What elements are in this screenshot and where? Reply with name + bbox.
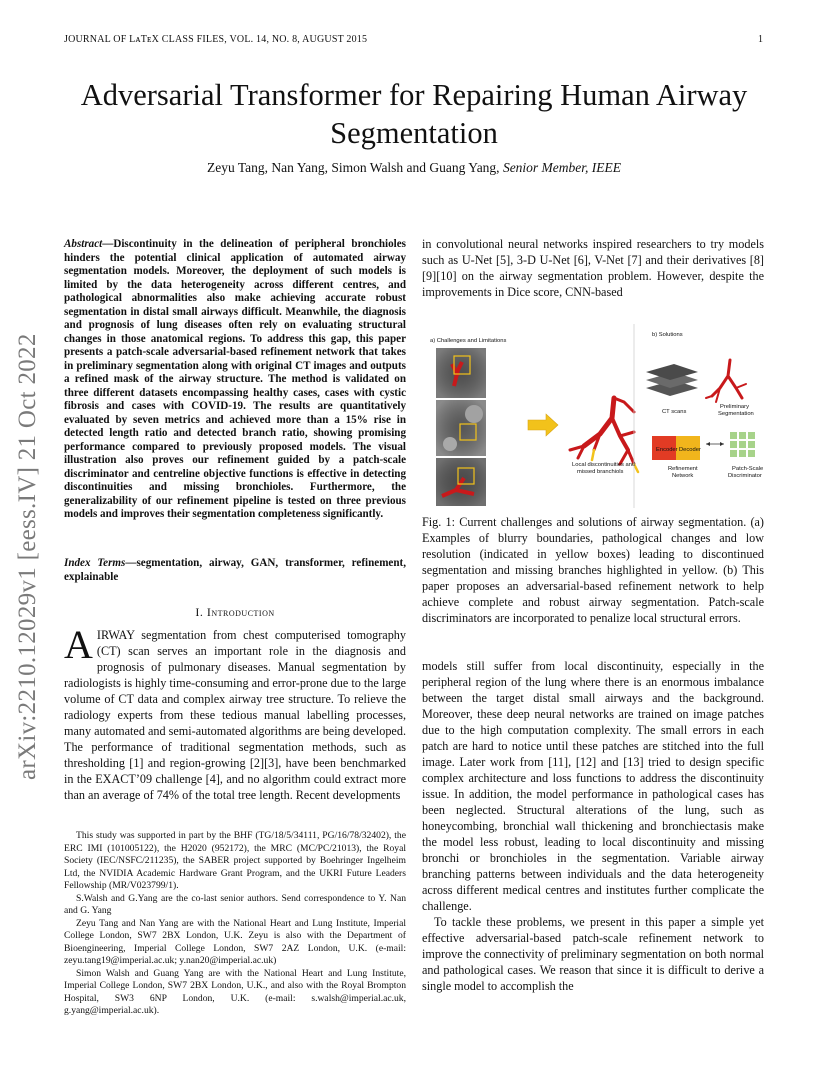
decoder-label: Decoder bbox=[679, 447, 701, 453]
discriminator-label: Discriminator bbox=[728, 473, 762, 479]
ct-scans-label: CT scans bbox=[662, 409, 687, 415]
airway-tree bbox=[570, 398, 638, 472]
preliminary-segmentation-tree bbox=[706, 360, 746, 402]
index-terms-lead: Index Terms bbox=[64, 557, 126, 569]
footnotes bbox=[64, 830, 406, 1018]
footnote-affiliation-1: Zeyu Tang and Nan Yang are with the National Heart and Lung Institute, Imperial College London, SW7 2BX London, U.K. Zeyu is also with the Department of Bioengineering, Imperial College London, SW7 2AZ London, U.K. (e-mail: zeyu.tang19@imperial.ac.uk; y.nan20@imperial.ac.uk) bbox=[64, 917, 406, 966]
author-membership: Senior Member, IEEE bbox=[502, 160, 622, 175]
ct-example-2 bbox=[436, 400, 486, 456]
figure-caption: Fig. 1: Current challenges and solutions of airway segmentation. (a) Examples of blurry boundaries, pathological changes and low resolution (indicated in yellow boxes) leading to discontinued segmentation and missing branches highlighted in yellow. (b) This paper proposes an adversarial-based refinement network to help achieve complete and robust airway segmentation. Patch-scale discriminators are incorporated to penalize local structural errors. bbox=[422, 515, 764, 625]
body-paragraph-2: To tackle these problems, we present in this paper a simple yet effective adversarial-based patch-scale refinement network to improve the connectivity of preliminary segmentation on both normal and pathological cases. We reason that since it is difficult to derive a single model to accomplish the bbox=[422, 915, 764, 993]
ct-example-1 bbox=[436, 348, 486, 398]
encoder-label: Encoder bbox=[656, 447, 678, 453]
drop-cap: A bbox=[64, 622, 93, 667]
ct-scan-stack bbox=[646, 364, 698, 396]
index-terms-text: —segmentation, airway, GAN, transformer, refinement, explainable bbox=[64, 557, 406, 583]
introduction-paragraph bbox=[64, 622, 406, 803]
section-title: Introduction bbox=[206, 605, 275, 619]
arrow-head-right bbox=[720, 442, 724, 446]
local-discontinuity-label: Local discontinuities and bbox=[572, 462, 636, 468]
segmentation-label: Segmentation bbox=[718, 411, 754, 417]
abstract bbox=[64, 238, 406, 522]
section-heading bbox=[64, 604, 406, 620]
preliminary-label: Preliminary bbox=[720, 404, 749, 410]
patch-scale-label: Patch-Scale bbox=[732, 466, 764, 472]
footnote-funding: This study was supported in part by the BHF (TG/18/5/34111, PG/16/78/32402), the ERC IMI (101005122), the H2020 (952172), the MRC (MC/PC/21013), the Royal Society (IEC/NSFC/211235), the SABER project supported by Boehringer Ingelheim Ltd, the NVIDIA Academic Hardware Grant Program, and the UKRI Future Leaders Fellowship (MR/V023799/1). bbox=[64, 830, 406, 891]
page-number: 1 bbox=[758, 34, 763, 45]
ct-example-3 bbox=[436, 458, 486, 506]
arxiv-side-stamp bbox=[14, 290, 54, 780]
panel-a-label: a) Challenges and Limitations bbox=[430, 338, 507, 344]
paper-title: Adversarial Transformer for Repairing Human Airway Segmentation bbox=[80, 78, 748, 150]
patch-discriminator-grid bbox=[730, 432, 755, 457]
refinement-label: Refinement bbox=[668, 466, 698, 472]
figure-1 bbox=[424, 318, 764, 512]
index-terms bbox=[64, 557, 406, 584]
footnote-affiliation-2: Simon Walsh and Guang Yang are with the National Heart and Lung Institute, Imperial College London, SW7 2BX London, U.K., and also with the Royal Brompton Hospital, SW3 6NP London, U.K. (e-mail: s.walsh@imperial.ac.uk, g.yang@imperial.ac.uk). bbox=[64, 967, 406, 1016]
arrow-head-left bbox=[706, 442, 710, 446]
section-number: I. bbox=[195, 605, 204, 619]
arxiv-id: arXiv:2210.12029v1 [eess.IV] 21 Oct 2022 bbox=[14, 333, 41, 780]
network-label: Network bbox=[672, 473, 694, 479]
missed-branches-label: missed branchiols bbox=[577, 469, 624, 475]
right-arrow-icon bbox=[528, 414, 558, 436]
right-column-top-text: in convolutional neural networks inspired researchers to try models such as U-Net [5], 3-D U-Net [6], V-Net [7] and their derivatives [8][9][10] on the airway segmentation problem. However, despite the improvements in Dice score, CNN-based bbox=[422, 237, 764, 299]
body-paragraph-1: models still suffer from local discontinuity, especially in the peripheral region of the lung where there is an enormous imbalance between the target distal small airways and the background. Moreover, these deep neural networks are trained on image patches due to the high computation complexity. The small errors in each patch are hard to notice until these patches are stitched into the full image. Later work from [11], [12] and [13] tried to design specific complex architecture and loss functions to address the discontinuity issue. In addition, the model performance in pathological cases has been neglected. Structural alterations of the lung, such as honeycombing, bronchial wall thickening and bronchiectasis make the model less robust, leading to local discontinuity and missing bronchi or bronchioles in the segmentation. Variable airway branching patterns between individuals and the data heterogeneity across different medical centres and institutes further complicate the challenge. bbox=[422, 659, 764, 913]
introduction-text: IRWAY segmentation from chest computerised tomography (CT) scan serves an important role in the diagnosis and prognosis of pulmonary diseases. Manual segmentation by radiologists is highly time-consuming and error-prone due to the large volume of CT data and complex airway tree structure. To relieve the radiology experts from these tedious manual labelling processes, many automated and semi-automated algorithms are being developed. The performance of traditional segmentation methods, such as thresholding [1] and region-growing [2][3], have been benchmarked in the EXACT’09 challenge [4], and no algorithm could extract more than an average of 74% of the total tree length. Recent developments bbox=[64, 628, 406, 802]
author-list bbox=[60, 160, 768, 176]
abstract-lead: Abstract bbox=[64, 238, 103, 250]
refinement-network bbox=[652, 436, 701, 460]
right-column-body bbox=[422, 658, 764, 994]
running-header: JOURNAL OF LᴀTᴇX CLASS FILES, VOL. 14, NO. 8, AUGUST 2015 bbox=[64, 34, 368, 45]
author-names: Zeyu Tang, Nan Yang, Simon Walsh and Guang Yang, bbox=[206, 160, 503, 175]
abstract-text: —Discontinuity in the delineation of peripheral bronchioles hinders the potential clinical application of automated airway segmentation models. Moreover, the deployment of such models is limited by the data heterogeneity across different centres, and pathological abnormalities also make achieving accurate robust segmentation in distal small airways difficult. Meanwhile, the diagnosis and prognosis of lung diseases often rely on evaluating structural changes in those anatomical regions. To address this gap, this paper presents a patch-scale adversarial-based refinement network that takes in preliminary segmentation along with original CT images and outputs a refined mask of the airway structure. The method is validated on three different datasets encompassing healthy cases, cases with cystic fibrosis and cases with COVID-19. The results are quantitatively evaluated by seven metrics and achieved more than a 15% rise in detected length ratio and detected branch ratio, showing promising performance compared to previously proposed models. The visual illustration also proves our refinement guided by a patch-scale discriminator and centreline objective functions is effective in detecting discontinuities and missing bronchioles. Furthermore, the generalizability of our refinement pipeline is tested on three previous models and improves their segmentation completeness significantly. bbox=[64, 238, 406, 520]
footnote-correspondence: S.Walsh and G.Yang are the co-last senior authors. Send correspondence to Y. Nan and G. Yang bbox=[64, 892, 406, 916]
panel-b-label: b) Solutions bbox=[652, 332, 683, 338]
